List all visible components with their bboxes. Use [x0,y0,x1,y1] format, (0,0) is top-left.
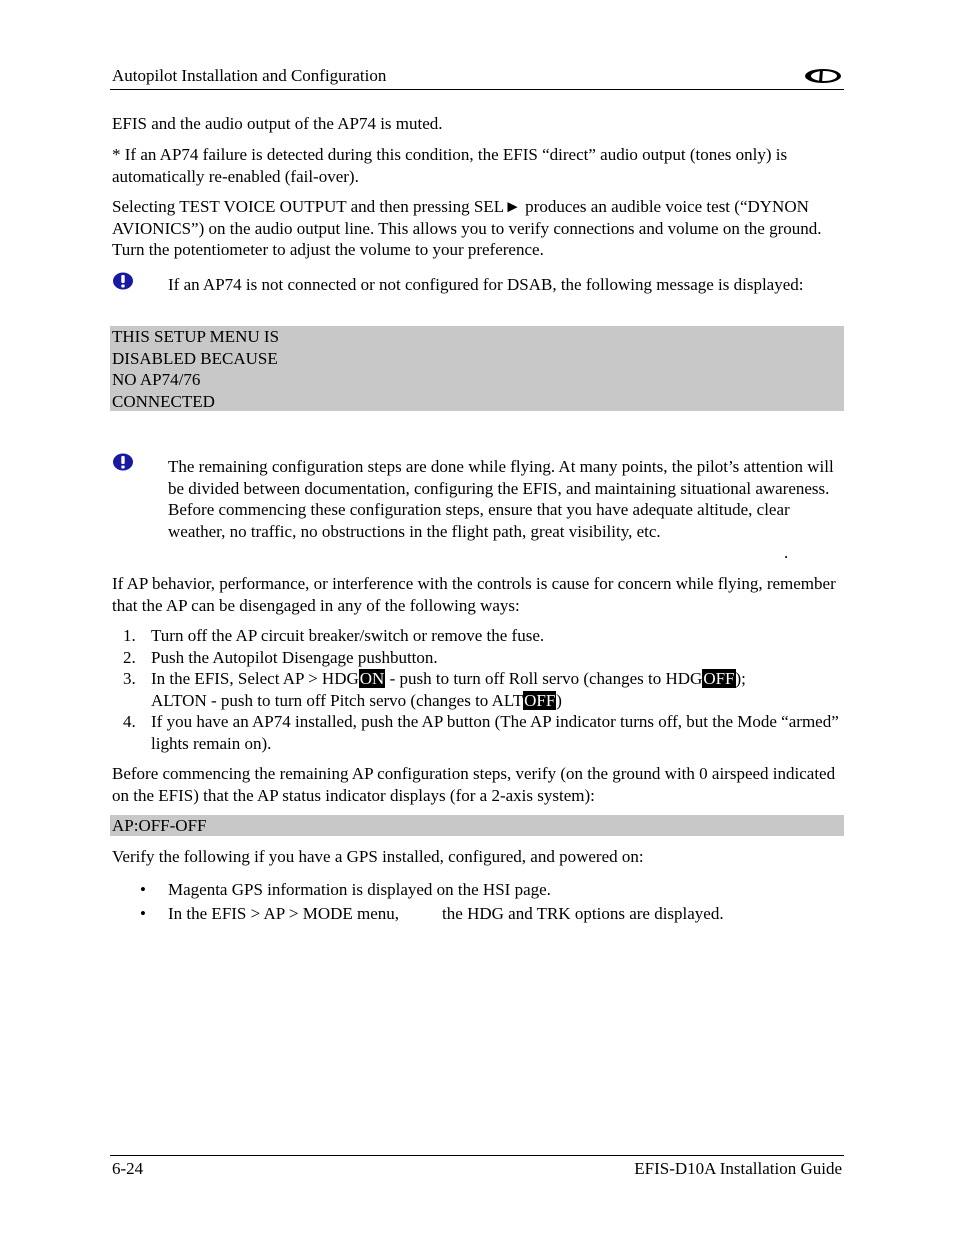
footer-divider [110,1155,844,1156]
screen-message-line: NO AP74/76 [112,370,201,389]
highlight-off: OFF [524,690,556,710]
note-flight-safety-text: The remaining configuration steps are done while flying. At many points, the pilot’s attention will be divided between documentation, configuring the EFIS, and maintaining situational awareness. Before commencing these configuration steps, ensure that you have adequate altitude, clear weather, no traffic, no obstructions in the flight path, great visibility, etc. [168,457,834,541]
paragraph-disengage-intro: If AP behavior, performance, or interference with the controls is cause for concern while flying, remember that the AP can be disengaged in any of the following ways: [112,574,836,615]
list-item-text: ALTON - push to turn off Pitch servo (changes to ALT [151,690,524,710]
screen-message-line: CONNECTED [112,391,215,411]
caution-icon [112,452,134,472]
list-number: 2. [123,647,136,667]
list-item-text: ) [556,690,562,710]
list-item [112,668,844,711]
screen-message-line: THIS SETUP MENU IS [112,327,280,346]
highlight-off: OFF [703,669,735,688]
list-item [140,903,840,925]
paragraph-gps-intro: Verify the following if you have a GPS installed, configured, and powered on: [112,847,644,866]
list-item-text: If you have an AP74 installed, push the AP button (The AP indicator turns off, but the Mode “armed” lights remain on). [151,712,839,753]
dynon-logo-icon [803,66,843,86]
running-header-title: Autopilot Installation and Configuration [112,66,387,85]
bullet-icon: • [140,903,146,923]
note-flight-safety-period: . [784,543,789,562]
caution-icon [112,271,134,291]
screen-message-line: DISABLED BECAUSE [112,348,278,368]
list-number: 4. [123,712,136,731]
paragraph-audio-muted: EFIS and the audio output of the AP74 is muted. [112,114,443,133]
list-number: 1. [123,626,136,645]
gps-check-list [140,879,840,926]
status-display-text: AP:OFF-OFF [112,816,207,835]
list-item-text: ); [735,669,746,688]
disengage-steps-list [112,625,844,754]
screen-message-box [110,326,844,411]
list-item [140,879,840,901]
paragraph-failover: * If an AP74 failure is detected during this condition, the EFIS “direct” audio output (tones only) is automatically re-enabled (fail-over). [112,145,788,186]
list-item-text: Turn off the AP circuit breaker/switch or remove the fuse. [151,626,545,645]
page-number: 6-24 [112,1159,144,1178]
paragraph-verify-status: Before commencing the remaining AP configuration steps, verify (on the ground with 0 airspeed indicated on the EFIS) that the AP status indicator displays (for a 2-axis system): [112,764,836,805]
list-item-text: Push the Autopilot Disengage pushbutton. [151,647,438,667]
list-item-text: Magenta GPS information is displayed on the HSI page. [168,880,551,899]
list-item [112,647,844,669]
note-flight-safety [168,456,838,542]
paragraph-voice-test: Selecting TEST VOICE OUTPUT and then pressing SEL► produces an audible voice test (“DYNON AVIONICS”) on the audio output line. This allows you to verify connections and volume on the ground. Turn the potentiometer to adjust the volume to your preference. [112,197,822,259]
list-item [112,711,844,754]
document-title: EFIS-D10A Installation Guide [634,1159,842,1178]
list-item-text: In the EFIS > AP > MODE menu, [168,903,400,923]
header-divider [110,89,844,90]
list-number: 3. [123,669,136,688]
bullet-icon: • [140,880,146,899]
status-display-box [110,815,844,836]
note-not-connected: If an AP74 is not connected or not configured for DSAB, the following message is displayed: [168,275,804,294]
list-item-text: - push to turn off Roll servo (changes to HDG [385,669,703,688]
list-item-text: the HDG and TRK options are displayed. [442,903,724,923]
list-item-text: In the EFIS, Select AP > HDG [151,669,359,688]
list-item [112,625,844,647]
highlight-on: ON [359,669,385,688]
